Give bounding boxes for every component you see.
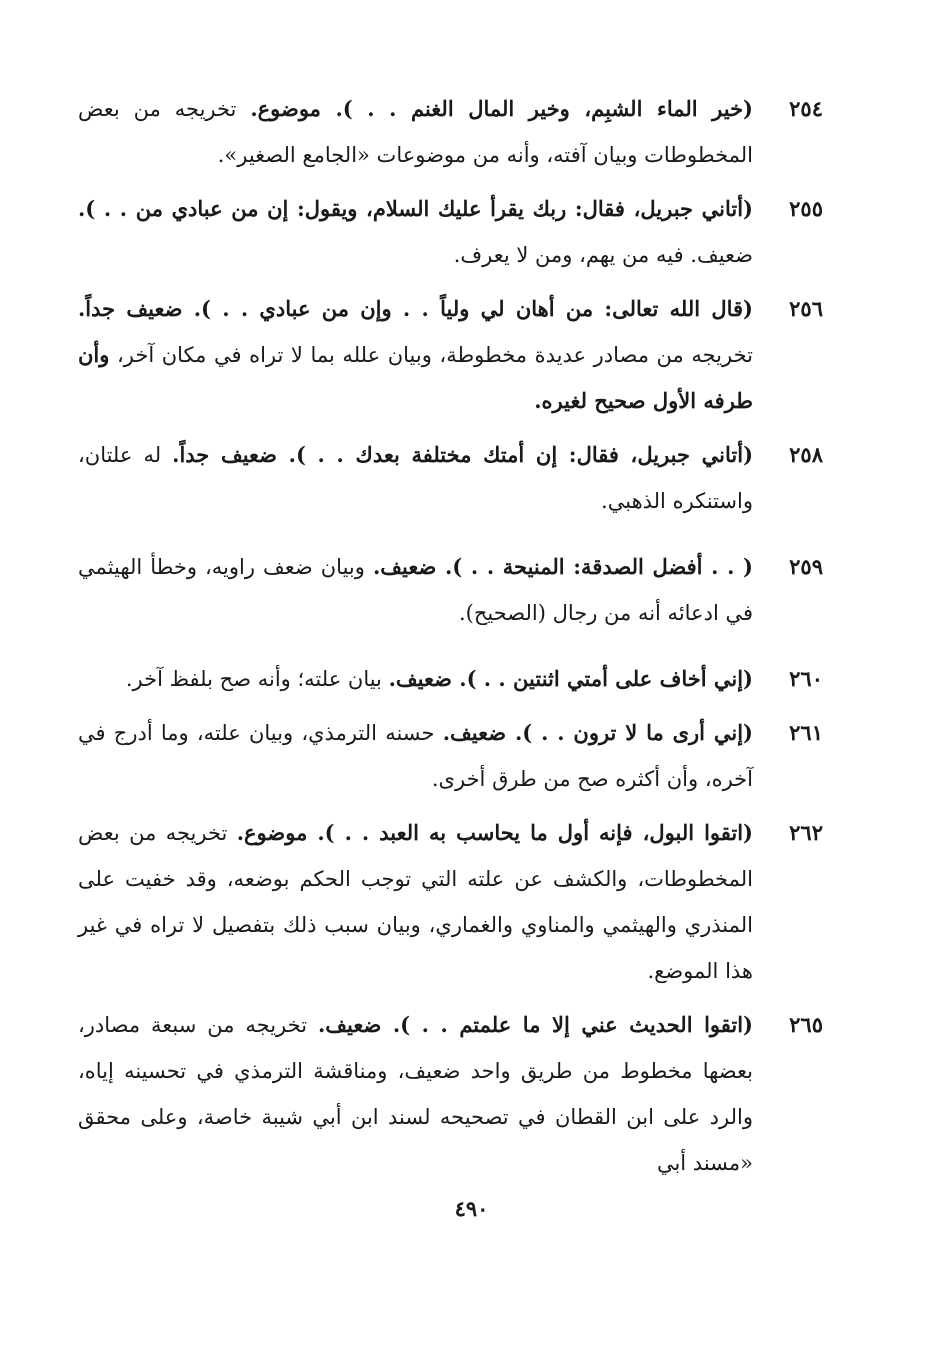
entry-255 — [78, 186, 823, 278]
entry-text — [126, 667, 753, 691]
hadith-title: (اتقوا البول، فإنه أول ما يحاسب به العبد . . ). موضوع. — [236, 820, 753, 845]
entry-number: ٢٥٦ — [789, 296, 823, 321]
entry-commentary: له علتان، واستنكره الذهبي. — [78, 443, 753, 513]
entry-text — [78, 297, 753, 413]
entry-commentary: تخريجه من سبعة مصادر، بعضها مخطوط من طريق واحد ضعيف، ومناقشة الترمذي في تحسينه إياه، والرد على ابن القطان في تصحيحه لسند ابن أبي شيبة خاصة، وعلى محقق «مسند أبي — [78, 1013, 753, 1175]
entry-commentary: تخريجه من مصادر عديدة مخطوطة، وبيان علله بما لا تراه في مكان آخر، — [109, 343, 753, 367]
entry-commentary: وبيان ضعف راويه، وخطأ الهيثمي في ادعائه أنه من رجال (الصحيح). — [78, 555, 753, 625]
entry-number: ٢٦٠ — [789, 666, 823, 691]
hadith-title: (إني أخاف على أمتي اثنتين . . ). ضعيف. — [388, 666, 753, 691]
entry-number: ٢٥٩ — [789, 554, 823, 579]
entry-text — [78, 721, 753, 791]
entry-commentary: تخريجه من بعض المخطوطات، والكشف عن علته التي توجب الحكم بوضعه، وقد خفيت على المنذري والهيثمي والمناوي والغماري، وبيان سبب ذلك بتفصيل لا تراه في غير هذا الموضع. — [78, 821, 753, 983]
entry-commentary: بيان علته؛ وأنه صح بلفظ آخر. — [125, 667, 389, 691]
entry-261 — [78, 710, 823, 802]
entry-260 — [78, 656, 823, 702]
hadith-title: (خير الماء الشبِم، وخير المال الغنم . . ). موضوع. — [250, 96, 753, 121]
entry-259 — [78, 544, 823, 636]
entry-commentary: ضعيف. فيه من يهم، ومن لا يعرف. — [453, 243, 753, 267]
hadith-title: (أتاني جبريل، فقال: ربك يقرأ عليك السلام، ويقول: إن من عبادي من . . ). — [78, 196, 753, 221]
entry-number: ٢٦١ — [789, 720, 823, 745]
entry-commentary: تخريجه من بعض المخطوطات وبيان آفته، وأنه من موضوعات «الجامع الصغير». — [78, 97, 753, 167]
entry-number: ٢٦٢ — [789, 820, 823, 845]
entry-commentary-bold: وأن طرفه الأول صحيح لغيره. — [78, 342, 753, 413]
entry-text — [78, 821, 753, 983]
entry-number: ٢٥٤ — [789, 96, 823, 121]
entry-text — [78, 97, 753, 167]
entry-254 — [78, 86, 823, 178]
page-number: ٤٩٠ — [454, 1196, 489, 1221]
hadith-title: (إني أرى ما لا ترون . . ). ضعيف. — [442, 720, 753, 745]
entry-number: ٢٦٥ — [789, 1012, 823, 1037]
hadith-title: (اتقوا الحديث عني إلا ما علمتم . . ). ضعيف. — [317, 1012, 753, 1037]
entry-text — [78, 1013, 753, 1175]
entry-265 — [78, 1002, 823, 1186]
entry-256 — [78, 286, 823, 424]
hadith-title: ( . . أفضل الصدقة: المنيحة . . ). ضعيف. — [372, 554, 753, 579]
entry-text — [78, 443, 753, 513]
entry-262 — [78, 810, 823, 994]
entry-number: ٢٥٥ — [789, 196, 823, 221]
hadith-title: (قال الله تعالى: من أهان لي ولياً . . وإن من عبادي . . ). ضعيف جداً. — [78, 296, 753, 321]
hadith-title: (أتاني جبريل، فقال: إن أمتك مختلفة بعدك . . ). ضعيف جداً. — [172, 442, 753, 467]
entry-commentary: حسنه الترمذي، وبيان علته، وما أدرج في آخره، وأن أكثره صح من طرق أخرى. — [78, 721, 753, 791]
entry-number: ٢٥٨ — [789, 442, 823, 467]
entry-text — [78, 197, 753, 267]
entry-258 — [78, 432, 823, 524]
page-content — [78, 86, 823, 1194]
entry-text — [78, 555, 753, 625]
